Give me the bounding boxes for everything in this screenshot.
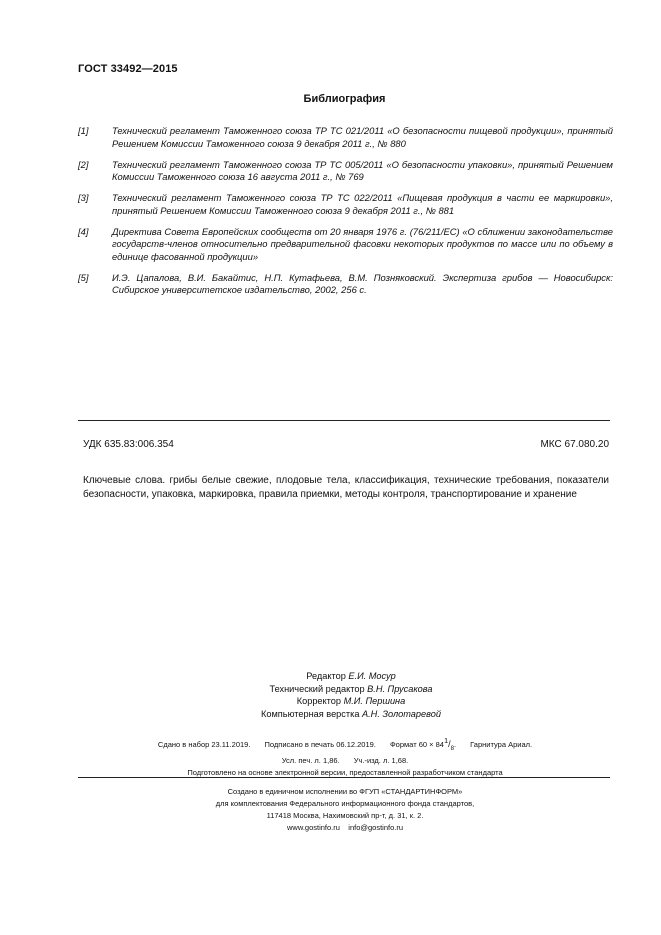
email-link[interactable]: info@gostinfo.ru — [348, 823, 404, 832]
fraction-denominator: 8 — [450, 745, 454, 752]
bibliography-item — [78, 192, 613, 217]
mks-code: МКС 67.080.20 — [540, 439, 609, 450]
bibliography-item-text: Директива Совета Европейских сообществ от 20 января 1976 г. (76/211/ЕС) «О сближении законодательстве государств-членов относительно предварительной фасовки некоторых продуктов по массе или по объему в единице фасованной продукции» — [112, 225, 613, 262]
bibliography-item — [78, 125, 613, 150]
editor-name: В.Н. Прусакова — [367, 683, 433, 694]
editors-block — [220, 670, 482, 720]
print-info-block — [110, 735, 580, 778]
bibliography-title: Библиография — [303, 93, 386, 105]
paper-format-label: Формат 60 × 84 — [389, 740, 444, 749]
bibliography-list — [78, 125, 613, 305]
print-info-line — [110, 735, 580, 755]
bibliography-item-text: И.Э. Цапалова, В.И. Бакайтис, Н.П. Кутафьева, В.М. Позняковский. Экспертиза грибов — Новосибирск: Сибирское университетское издательство, 2002, 256 с. — [112, 271, 613, 295]
editor-name: А.Н. Золотаревой — [362, 708, 441, 719]
website-link[interactable]: www.gostinfo.ru — [286, 823, 340, 832]
print-info-line — [110, 755, 580, 767]
bibliography-item-number: [5] — [78, 271, 89, 283]
bibliography-item-number: [4] — [78, 225, 89, 237]
footer-contacts — [150, 822, 540, 834]
editor-name: Е.И. Мосур — [348, 671, 396, 681]
editor-line — [220, 683, 482, 696]
editor-line — [220, 670, 482, 683]
document-id: ГОСТ 33492—2015 — [78, 63, 178, 75]
bibliography-item-number: [2] — [78, 158, 89, 170]
footer-line: 117418 Москва, Нахимовский пр-т, д. 31, к. 2. — [266, 811, 424, 820]
fraction-numerator: 1 — [443, 736, 449, 745]
editor-role: Компьютерная верстка — [261, 708, 360, 719]
editor-role: Редактор — [306, 671, 346, 681]
bibliography-item-text: Технический регламент Таможенного союза ТР ТС 005/2011 «О безопасности упаковки», принятый Решением Комиссии Таможенного союза 16 августа 2011 г., № 769 — [112, 158, 613, 182]
editor-role: Корректор — [296, 696, 341, 706]
editor-name: М.И. Першина — [343, 696, 406, 706]
editor-line — [220, 695, 482, 708]
bibliography-item-text: Технический регламент Таможенного союза ТР ТС 022/2011 «Пищевая продукция в части ее маркировки», принятый Решением Комиссии Таможенного союза 9 декабря 2011 г., № 881 — [112, 192, 613, 216]
bibliography-item-text: Технический регламент Таможенного союза ТР ТС 021/2011 «О безопасности пищевой продукции», принятый Решением Комиссии Таможенного союза 9 декабря 2011 г., № 880 — [112, 125, 613, 149]
publisher-footer — [150, 786, 540, 834]
signed-date: Подписано в печать 06.12.2019. — [264, 740, 376, 749]
prepared-note: Подготовлено на основе электронной версии, предоставленной разработчиком стандарта — [187, 767, 503, 777]
printed-sheets: Усл. печ. л. 1,86. — [281, 756, 340, 766]
bibliography-item — [78, 226, 613, 264]
editor-line — [220, 708, 482, 721]
paper-format-fraction: $^1/_8$ — [443, 736, 454, 752]
divider-bottom — [78, 777, 610, 778]
bibliography-item — [78, 272, 613, 297]
udk-code: УДК 635.83:006.354 — [83, 439, 174, 450]
footer-line: Создано в единичном исполнении во ФГУП «СТАНДАРТИНФОРМ» — [227, 787, 463, 796]
edition-sheets: Уч.-изд. л. 1,68. — [353, 756, 409, 766]
paper-format: Формат $60 \times 84^1/_8$. — [389, 736, 457, 752]
bibliography-item-number: [1] — [78, 125, 89, 136]
editor-role: Технический редактор — [269, 683, 365, 694]
footer-line: для комплектования Федерального информационного фонда стандартов, — [215, 799, 475, 808]
font-info: Гарнитура Ариал. — [470, 740, 533, 749]
bibliography-item-number: [3] — [78, 192, 89, 203]
divider-top — [78, 420, 610, 421]
submitted-date: Сдано в набор 23.11.2019. — [157, 740, 251, 749]
bibliography-item — [78, 159, 613, 184]
keywords-paragraph: Ключевые слова. грибы белые свежие, плодовые тела, классификация, технические требования, показатели безопасности, упаковка, маркировка, правила приемки, методы контроля, транспортирование и хранение — [83, 475, 609, 500]
